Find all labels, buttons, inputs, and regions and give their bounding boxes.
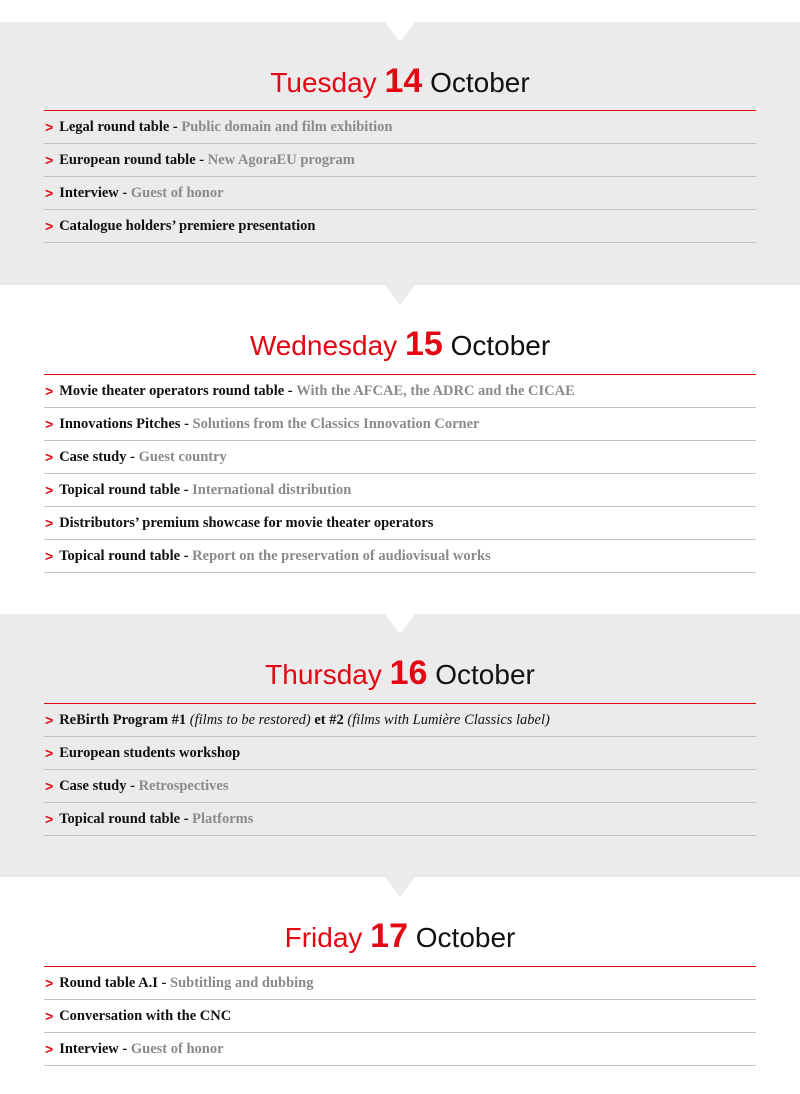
event-title: Interview xyxy=(59,184,119,201)
event-title: Catalogue holders’ premiere presentation xyxy=(59,217,316,234)
event-title: Interview xyxy=(59,1040,119,1057)
event-title: Topical round table xyxy=(59,481,181,498)
chevron-right-icon: > xyxy=(45,482,54,498)
day-month: October xyxy=(450,330,551,361)
event-item[interactable] xyxy=(44,210,756,243)
day-number: 16 xyxy=(389,654,428,692)
day-section-wednesday xyxy=(0,285,800,614)
event-item[interactable] xyxy=(44,737,756,770)
event-list xyxy=(44,703,756,836)
day-number: 15 xyxy=(404,325,443,363)
event-item[interactable] xyxy=(44,1033,756,1066)
event-separator: - xyxy=(180,547,193,564)
day-title xyxy=(0,62,800,101)
chevron-right-icon: > xyxy=(45,975,54,991)
event-subtitle: Retrospectives xyxy=(138,777,229,794)
chevron-right-icon: > xyxy=(45,515,54,531)
day-month: October xyxy=(435,659,535,690)
event-title: Round table A.I xyxy=(59,974,158,991)
day-title xyxy=(0,654,800,693)
event-title: Case study xyxy=(59,448,127,465)
event-separator: - xyxy=(126,777,139,794)
event-title: European students workshop xyxy=(59,744,241,761)
event-item[interactable] xyxy=(44,177,756,210)
event-title: Movie theater operators round table xyxy=(59,382,285,399)
section-notch xyxy=(385,22,415,42)
section-notch xyxy=(385,877,415,897)
event-subtitle: Subtitling and dubbing xyxy=(170,974,314,991)
event-item[interactable] xyxy=(44,770,756,803)
chevron-right-icon: > xyxy=(45,152,54,168)
event-separator: - xyxy=(118,1040,131,1057)
event-subtitle: Solutions from the Classics Innovation Corner xyxy=(192,415,480,432)
day-month: October xyxy=(415,922,516,953)
event-item[interactable] xyxy=(44,441,756,474)
day-name: Friday xyxy=(284,922,363,953)
chevron-right-icon: > xyxy=(45,778,54,794)
event-subtitle: Guest country xyxy=(138,448,227,465)
chevron-right-icon: > xyxy=(45,1041,54,1057)
event-subtitle: Guest of honor xyxy=(130,1040,224,1057)
event-item[interactable] xyxy=(44,507,756,540)
event-item[interactable] xyxy=(44,375,756,408)
chevron-right-icon: > xyxy=(45,218,54,234)
chevron-right-icon: > xyxy=(45,1008,54,1024)
event-list xyxy=(44,110,756,243)
event-separator: - xyxy=(180,481,193,498)
event-title: Topical round table xyxy=(59,810,181,827)
event-item[interactable] xyxy=(44,967,756,1000)
event-title: European round table xyxy=(59,151,196,168)
event-separator: - xyxy=(180,415,193,432)
day-name: Wednesday xyxy=(249,330,398,361)
event-separator: - xyxy=(126,448,139,465)
chevron-right-icon: > xyxy=(45,119,54,135)
chevron-right-icon: > xyxy=(45,185,54,201)
event-title: Case study xyxy=(59,777,127,794)
event-item[interactable] xyxy=(44,144,756,177)
event-separator: - xyxy=(118,184,131,201)
chevron-right-icon: > xyxy=(45,712,54,728)
event-item[interactable] xyxy=(44,474,756,507)
event-separator: - xyxy=(180,810,193,827)
chevron-right-icon: > xyxy=(45,811,54,827)
event-title: Conversation with the CNC xyxy=(59,1007,232,1024)
event-item[interactable] xyxy=(44,803,756,836)
event-item[interactable] xyxy=(44,704,756,737)
event-title: Legal round table xyxy=(59,118,170,135)
event-item[interactable] xyxy=(44,111,756,144)
event-subtitle: With the AFCAE, the ADRC and the CICAE xyxy=(296,382,575,399)
event-title: et #2 xyxy=(310,711,348,728)
chevron-right-icon: > xyxy=(45,548,54,564)
event-subtitle: Platforms xyxy=(192,810,254,827)
event-note: (films with Lumière Classics label) xyxy=(347,711,550,728)
event-subtitle: Guest of honor xyxy=(130,184,224,201)
event-subtitle: Report on the preservation of audiovisual works xyxy=(192,547,491,564)
event-title: Innovations Pitches xyxy=(59,415,181,432)
chevron-right-icon: > xyxy=(45,416,54,432)
day-number: 17 xyxy=(370,917,408,955)
day-section-tuesday xyxy=(0,22,800,285)
event-item[interactable] xyxy=(44,1000,756,1033)
event-list xyxy=(44,966,756,1066)
day-name: Thursday xyxy=(265,659,382,690)
section-notch xyxy=(385,285,415,305)
day-month: October xyxy=(430,67,530,98)
event-note: (films to be restored) xyxy=(189,711,311,728)
day-number: 14 xyxy=(384,62,423,100)
event-separator: - xyxy=(169,118,182,135)
event-separator: - xyxy=(195,151,208,168)
day-title xyxy=(0,917,800,956)
day-title xyxy=(0,325,800,364)
chevron-right-icon: > xyxy=(45,449,54,465)
event-subtitle: New AgoraEU program xyxy=(207,151,355,168)
chevron-right-icon: > xyxy=(45,745,54,761)
event-title: ReBirth Program #1 xyxy=(59,711,190,728)
event-separator: - xyxy=(284,382,297,399)
event-subtitle: Public domain and film exhibition xyxy=(181,118,393,135)
event-title: Distributors’ premium showcase for movie theater operators xyxy=(59,514,434,531)
event-subtitle: International distribution xyxy=(192,481,352,498)
day-name: Tuesday xyxy=(270,67,377,98)
event-separator: - xyxy=(157,974,170,991)
day-section-thursday xyxy=(0,614,800,877)
section-notch xyxy=(385,614,415,634)
event-item[interactable] xyxy=(44,408,756,441)
chevron-right-icon: > xyxy=(45,383,54,399)
event-list xyxy=(44,374,756,573)
day-section-friday xyxy=(0,877,800,1094)
event-item[interactable] xyxy=(44,540,756,573)
event-title: Topical round table xyxy=(59,547,181,564)
